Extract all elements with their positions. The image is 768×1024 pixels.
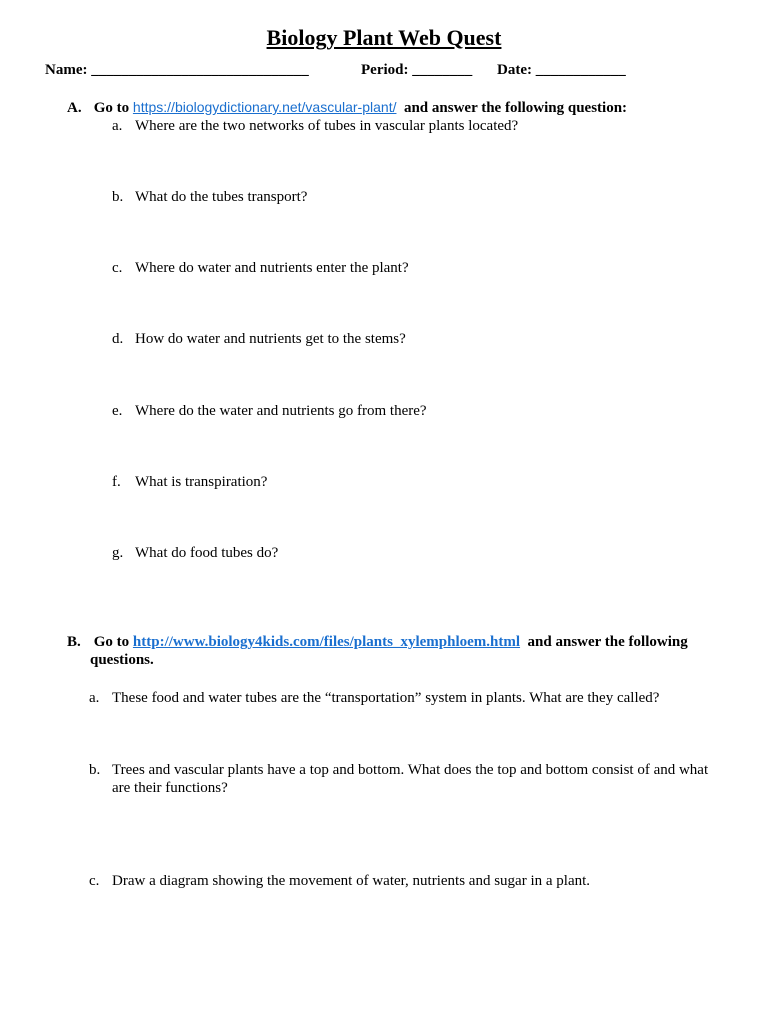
name-label: Name:: [45, 62, 88, 78]
question-marker: a.: [89, 690, 100, 706]
question-text: Where do the water and nutrients go from there?: [135, 403, 427, 419]
question-marker: a.: [112, 118, 123, 134]
section-a-goto: Go to: [93, 100, 130, 116]
section-b-goto: Go to: [93, 634, 130, 650]
question-text: Where do water and nutrients enter the plant?: [135, 260, 409, 276]
date-blank: ____________: [535, 62, 626, 78]
question-marker: d.: [112, 331, 124, 347]
name-blank: _____________________________: [91, 62, 309, 78]
question-marker: c.: [112, 260, 123, 276]
section-a-letter: A.: [67, 100, 82, 116]
section-b-letter: B.: [67, 634, 81, 650]
question-marker: b.: [112, 189, 124, 205]
name-field: [45, 60, 309, 80]
question-text-line1: Trees and vascular plants have a top and bottom. What does the top and bottom consist of and what: [112, 762, 709, 778]
question-text-line2: are their functions?: [112, 780, 228, 796]
question-text: What is transpiration?: [135, 474, 268, 490]
section-b-heading: [67, 633, 688, 651]
section-b-link[interactable]: http://www.biology4kids.com/files/plants_xylemphloem.html: [132, 634, 521, 650]
section-b-heading-line2: questions.: [90, 652, 154, 668]
period-field: [361, 60, 472, 80]
question-text: How do water and nutrients get to the stems?: [135, 331, 406, 347]
question-marker: e.: [112, 403, 123, 419]
date-field: [497, 60, 626, 80]
section-a-link[interactable]: https://biologydictionary.net/vascular-plant/: [132, 99, 397, 115]
question-marker: b.: [89, 762, 101, 778]
section-a-instruction: and answer the following question:: [403, 100, 628, 116]
question-marker: c.: [89, 873, 100, 889]
question-marker: g.: [112, 545, 124, 561]
question-text: Where are the two networks of tubes in vascular plants located?: [135, 118, 519, 134]
question-text: What do food tubes do?: [135, 545, 279, 561]
question-text: What do the tubes transport?: [135, 189, 308, 205]
period-label: Period:: [361, 62, 409, 78]
section-a-heading: [67, 98, 627, 117]
question-text: These food and water tubes are the “transportation” system in plants. What are they called?: [112, 690, 660, 706]
question-text: Draw a diagram showing the movement of water, nutrients and sugar in a plant.: [112, 873, 591, 889]
page-title: Biology Plant Web Quest: [266, 25, 502, 50]
question-marker: f.: [112, 474, 121, 490]
section-b-instruction: and answer the following: [527, 634, 688, 650]
period-blank: ________: [412, 62, 473, 78]
date-label: Date:: [497, 62, 532, 78]
